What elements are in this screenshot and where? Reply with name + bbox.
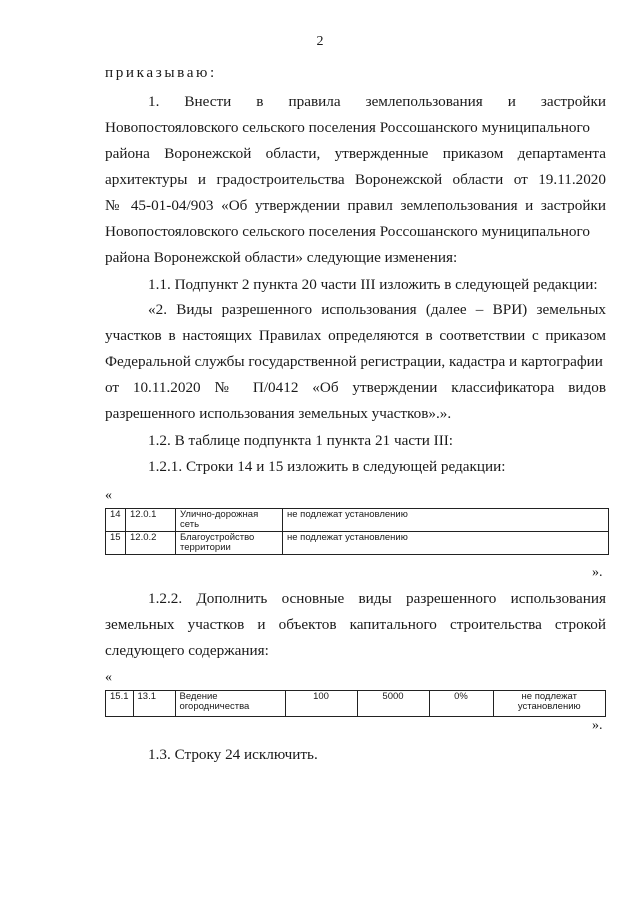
table-row	[106, 509, 609, 532]
item-1-3: 1.3. Строку 24 исключить.	[148, 746, 318, 763]
item-1-2-2-line-1: 1.2.2. Дополнить основные виды разрешенного использования	[148, 590, 606, 607]
paragraph-1-line-7: района Воронежской области» следующие изменения:	[105, 249, 458, 266]
amendment-table-1	[105, 508, 609, 555]
paragraph-1-line-6: Новопостояловского сельского поселения Россошанского муниципального	[105, 223, 590, 240]
close-quote-2: ».	[592, 718, 603, 733]
quote-1-1-line-4: от 10.11.2020 № П/0412 «Об утверждении классификатора видов	[105, 379, 606, 396]
amendment-table-2	[105, 690, 606, 717]
quote-1-1-line-5: разрешенного использования земельных участков».».	[105, 405, 452, 422]
paragraph-1-line-4: архитектуры и градостроительства Воронежской области от 19.11.2020	[105, 171, 606, 188]
quote-1-1-line-1: «2. Виды разрешенного использования (далее – ВРИ) земельных	[148, 301, 606, 318]
page-number: 2	[316, 34, 324, 49]
item-1-1: 1.1. Подпункт 2 пункта 20 части III изложить в следующей редакции:	[148, 276, 598, 293]
paragraph-1-line-3: района Воронежской области, утвержденные приказом департамента	[105, 145, 606, 162]
vri-name: Ведение огородничества	[175, 691, 285, 717]
row-number: 14	[106, 509, 126, 532]
vri-name: Благоустройство территории	[176, 532, 283, 555]
max-area: 5000	[357, 691, 429, 717]
item-1-2: 1.2. В таблице подпункта 1 пункта 21 части III:	[148, 432, 454, 449]
open-quote-2: «	[105, 670, 112, 685]
row-number: 15.1	[106, 691, 134, 717]
table-row	[106, 691, 606, 717]
parameter-value: не подлежат установлению	[493, 691, 606, 717]
vri-code: 12.0.2	[126, 532, 176, 555]
close-quote-1: ».	[592, 565, 603, 580]
item-1-2-2-line-2: земельных участков и объектов капитального строительства строкой	[105, 616, 606, 633]
open-quote-1: «	[105, 488, 112, 503]
item-1-2-2-line-3: следующего содержания:	[105, 642, 269, 659]
vri-code: 12.0.1	[126, 509, 176, 532]
parameter-value: не подлежат установлению	[283, 509, 609, 532]
row-number: 15	[106, 532, 126, 555]
min-area: 100	[285, 691, 357, 717]
paragraph-1-line-2: Новопостояловского сельского поселения Россошанского муниципального	[105, 119, 590, 136]
vri-code: 13.1	[133, 691, 175, 717]
quote-1-1-line-3: Федеральной службы государственной регистрации, кадастра и картографии	[105, 353, 603, 370]
table-row	[106, 532, 609, 555]
quote-1-1-line-2: участков в настоящих Правилах определяются в соответствии с приказом	[105, 327, 606, 344]
heading: приказываю:	[105, 64, 217, 81]
paragraph-1-line-5: № 45-01-04/903 «Об утверждении правил землепользования и застройки	[105, 197, 606, 214]
item-1-2-1: 1.2.1. Строки 14 и 15 изложить в следующей редакции:	[148, 458, 506, 475]
build-percent: 0%	[429, 691, 493, 717]
vri-name: Улично-дорожная сеть	[176, 509, 283, 532]
parameter-value: не подлежат установлению	[283, 532, 609, 555]
paragraph-1-line-1: 1. Внести в правила землепользования и застройки	[148, 93, 606, 110]
